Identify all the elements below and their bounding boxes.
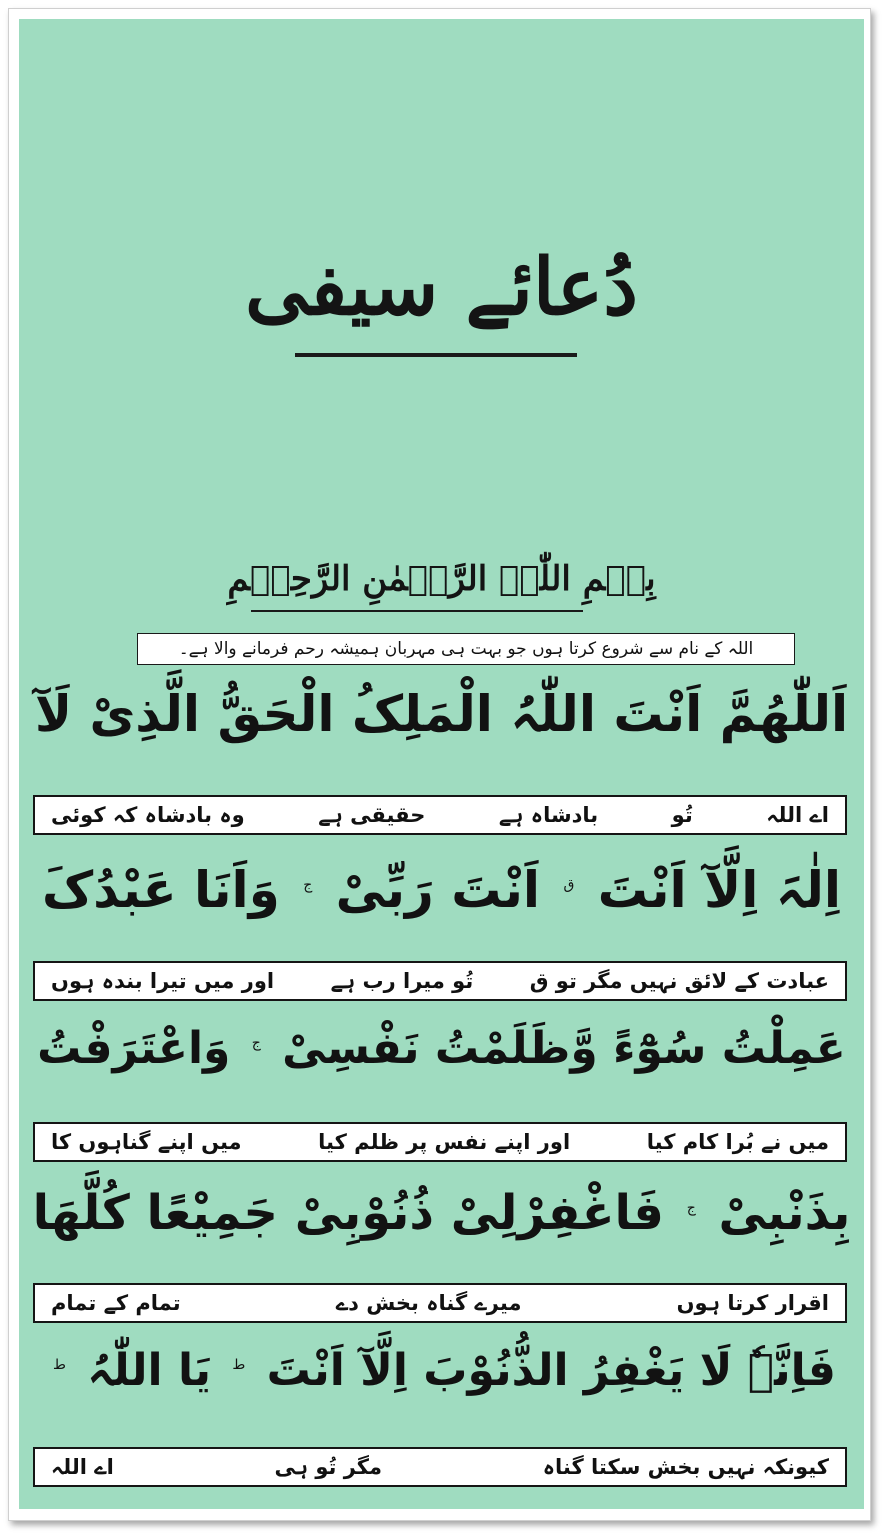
translation-segment: میں نے بُرا کام کیا — [646, 1130, 829, 1154]
translation-box-3 — [33, 1122, 847, 1162]
translation-segment: مگر تُو ہی — [274, 1455, 383, 1479]
waqf-mark: ط — [232, 1357, 246, 1374]
translation-segment: اور میں تیرا بندہ ہوں — [51, 969, 275, 993]
arabic-verse-text: فَاِنَّہٗ لَا یَغْفِرُ الذُّنُوْبَ اِلَّآ اَنْتَ — [266, 1345, 836, 1396]
translation-segment: اے اللہ — [766, 803, 829, 827]
waqf-mark: ق — [563, 877, 575, 894]
arabic-verse-text: اَنْتَ رَبِّیْ — [335, 861, 541, 919]
page-title: دُعائے سیفی — [245, 242, 638, 333]
translation-segment: حقیقی ہے — [318, 803, 426, 827]
arabic-verse-text: بِذَنْبِیْ — [718, 1185, 851, 1241]
translation-segment: اے اللہ — [51, 1455, 114, 1479]
bismillah-underline — [251, 610, 583, 612]
arabic-verse-line-2 — [31, 861, 852, 919]
translation-segment: میرے گناہ بخش دے — [335, 1291, 522, 1315]
arabic-verse-line-5 — [31, 1345, 852, 1396]
arabic-verse-text: فَاغْفِرْلِیْ ذُنُوْبِیْ جَمِیْعًا کُلَّھَا — [32, 1185, 664, 1241]
translation-segment: عبادت کے لائق نہیں مگر تو ق — [529, 969, 829, 993]
translation-box-5 — [33, 1447, 847, 1487]
bismillah-translation: اللہ کے نام سے شروع کرتا ہوں جو بہت ہی مہربان ہمیشہ رحم فرمانے والا ہے۔ — [137, 633, 795, 665]
translation-segment: وہ بادشاہ کہ کوئی — [51, 803, 245, 827]
translation-segment: کیونکہ نہیں بخش سکتا گناہ — [542, 1455, 829, 1479]
waqf-mark: ج — [686, 1200, 696, 1216]
translation-segment: تُو — [671, 803, 693, 827]
waqf-mark: ج — [251, 1035, 261, 1052]
arabic-verse-line-1 — [31, 685, 852, 743]
arabic-verse-text: اَللّٰھُمَّ اَنْتَ اللّٰہُ الْمَلِکُ الْحَقُّ الَّذِیْ لَآ — [34, 685, 849, 743]
arabic-verse-text: وَاَنَا عَبْدُکَ — [41, 861, 280, 919]
arabic-verse-text: وَاعْتَرَفْتُ — [37, 1023, 231, 1074]
arabic-verse-line-3 — [31, 1023, 852, 1074]
waqf-mark: ط — [53, 1357, 66, 1374]
bismillah-heading: بِسۡمِ اللّٰہِ الرَّحۡمٰنِ الرَّحِیۡمِ — [227, 559, 656, 599]
arabic-verse-text: عَمِلْتُ سُوْٓءً وَّظَلَمْتُ نَفْسِیْ — [282, 1023, 846, 1074]
translation-segment: بادشاہ ہے — [498, 803, 599, 827]
translation-box-4 — [33, 1283, 847, 1323]
arabic-verse-text: اِلٰہَ اِلَّآ اَنْتَ — [597, 861, 842, 919]
translation-segment: اقرار کرتا ہوں — [676, 1291, 829, 1315]
translation-box-2 — [33, 961, 847, 1001]
document-sheet — [19, 19, 864, 1509]
translation-segment: میں اپنے گناہوں کا — [51, 1130, 242, 1154]
arabic-verse-line-4 — [31, 1185, 852, 1241]
waqf-mark: ج — [303, 877, 313, 894]
translation-box-1 — [33, 795, 847, 835]
translation-segment: تمام کے تمام — [51, 1291, 181, 1315]
arabic-verse-text: یَا اللّٰہُ — [87, 1345, 211, 1396]
translation-segment: تُو میرا رب ہے — [330, 969, 474, 993]
translation-segment: اور اپنے نفس پر ظلم کیا — [318, 1130, 571, 1154]
title-underline — [295, 353, 577, 357]
